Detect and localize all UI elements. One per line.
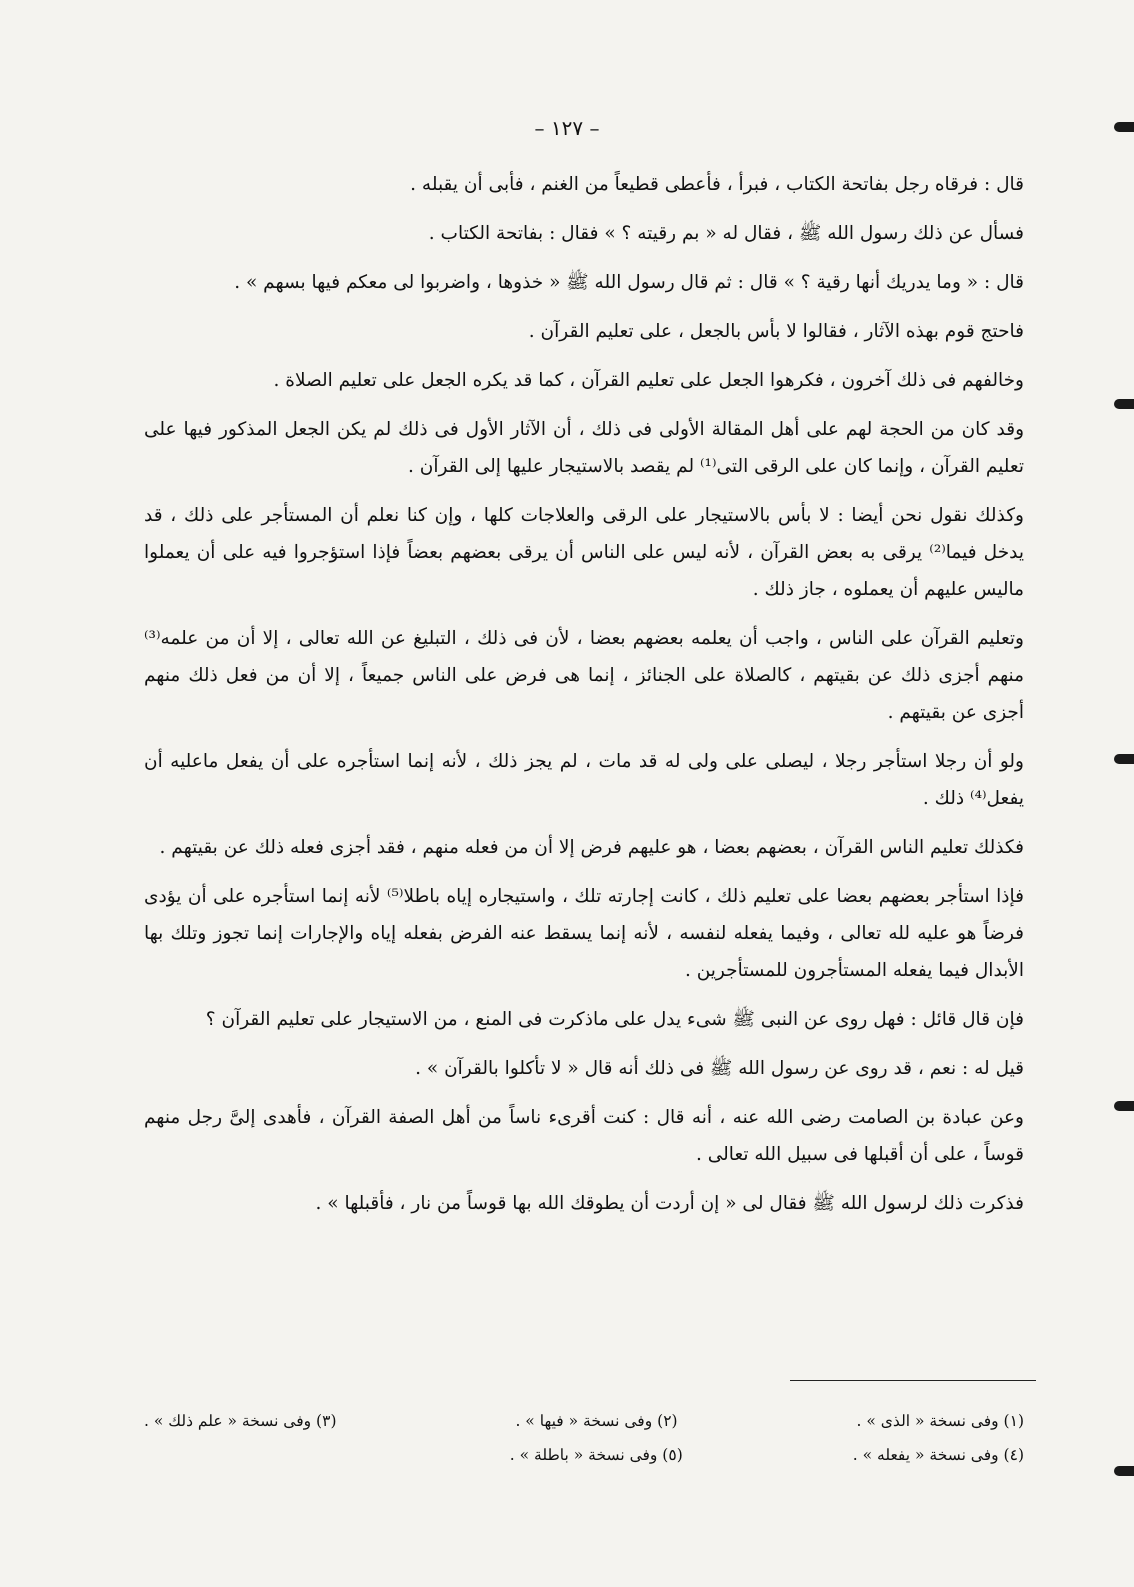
footnote-row xyxy=(144,1438,1024,1472)
paragraph-10: فكذلك تعليم الناس القرآن ، بعضهم بعضا ، هو عليهم فرض إلا أن من فعله منهم ، فقد أجزى فعله ذلك عن بقيتهم . xyxy=(159,837,1024,858)
footnote-2: (٢) وفى نسخة « فيها » . xyxy=(515,1412,678,1430)
binding-mark xyxy=(1114,122,1134,132)
paragraph-11: فإذا استأجر بعضهم بعضا على تعليم ذلك ، كانت إجارته تلك ، واستيجاره إياه باطلا⁽⁵⁾ لأنه إنما استأجره على أن يؤدى فرضاً هو عليه لله تعالى ، وفيما يفعله لنفسه ، لأنه إنما يسقط عنه الفرض بفعله إياه والإجارات إنما تجوز وتلك بها الأبدال فيما يفعله المستأجرون للمستأجرين . xyxy=(144,886,1024,981)
page-number: – ١٢٧ – xyxy=(534,116,600,140)
paragraph-14: وعن عبادة بن الصامت رضى الله عنه ، أنه قال : كنت أقرىء ناساً من أهل الصفة القرآن ، فأهدى إلىَّ رجل منهم قوساً ، على أن أقبلها فى سبيل الله تعالى . xyxy=(144,1107,1024,1165)
paragraph-2: فسأل عن ذلك رسول الله ﷺ ، فقال له « بم رقيته ؟ » فقال : بفاتحة الكتاب . xyxy=(428,223,1024,244)
binding-mark xyxy=(1114,1101,1134,1111)
paragraph-3: قال : « وما يدريك أنها رقية ؟ » قال : ثم قال رسول الله ﷺ « خذوها ، واضربوا لى معكم فيها بسهم » . xyxy=(234,272,1024,293)
footnote-5: (٥) وفى نسخة « باطلة » . xyxy=(509,1446,683,1464)
paragraph-13: قيل له : نعم ، قد روى عن رسول الله ﷺ فى ذلك أنه قال « لا تأكلوا بالقرآن » . xyxy=(415,1058,1024,1079)
footnote-row xyxy=(144,1404,1024,1438)
binding-mark xyxy=(1114,1466,1134,1476)
paragraph-5: وخالفهم فى ذلك آخرون ، فكرهوا الجعل على تعليم القرآن ، كما قد يكره الجعل على تعليم الصلاة . xyxy=(273,370,1024,391)
paragraph-8: وتعليم القرآن على الناس ، واجب أن يعلمه بعضهم بعضا ، لأن فى ذلك ، التبليغ عن الله تعالى ، إلا أن من علمه⁽³⁾ منهم أجزى ذلك عن بقيتهم ، كالصلاة على الجنائز ، إنما هى فرض على الناس جميعاً ، إلا أن من فعل ذلك منهم أجزى عن بقيتهم . xyxy=(144,628,1024,723)
footnote-3: (٣) وفى نسخة « علم ذلك » . xyxy=(144,1412,337,1430)
paragraph-1: قال : فرقاه رجل بفاتحة الكتاب ، فبرأ ، فأعطى قطيعاً من الغنم ، فأبى أن يقبله . xyxy=(410,174,1024,195)
binding-mark xyxy=(1114,399,1134,409)
footnote-1: (١) وفى نسخة « الذى » . xyxy=(856,1412,1024,1430)
binding-mark xyxy=(1114,754,1134,764)
paragraph-4: فاحتج قوم بهذه الآثار ، فقالوا لا بأس بالجعل ، على تعليم القرآن . xyxy=(528,321,1024,342)
footnote-divider xyxy=(790,1380,1036,1381)
footnotes xyxy=(144,1404,1024,1472)
paragraph-12: فإن قال قائل : فهل روى عن النبى ﷺ شىء يدل على ماذكرت فى المنع ، من الاستيجار على تعليم القرآن ؟ xyxy=(205,1009,1024,1030)
paragraph-7: وكذلك نقول نحن أيضا : لا بأس بالاستيجار على الرقى والعلاجات كلها ، وإن كنا نعلم أن المستأجر على ذلك ، قد يدخل فيما⁽²⁾ يرقى به بعض القرآن ، لأنه ليس على الناس أن يرقى بعضهم بعضاً فإذا استؤجروا فيه على أن يعملوا ماليس عليهم أن يعملوه ، جاز ذلك . xyxy=(144,505,1024,600)
paragraph-9: ولو أن رجلا استأجر رجلا ، ليصلى على ولى له قد مات ، لم يجز ذلك ، لأنه إنما استأجره على أن يفعل ماعليه أن يفعل⁽⁴⁾ ذلك . xyxy=(144,751,1024,809)
paragraph-6: وقد كان من الحجة لهم على أهل المقالة الأولى فى ذلك ، أن الآثار الأول فى ذلك لم يكن الجعل المذكور فيها على تعليم القرآن ، وإنما كان على الرقى التى⁽¹⁾ لم يقصد بالاستيجار عليها إلى القرآن . xyxy=(144,419,1024,477)
footnote-4: (٤) وفى نسخة « يفعله » . xyxy=(852,1446,1024,1464)
paragraph-15: فذكرت ذلك لرسول الله ﷺ فقال لى « إن أردت أن يطوقك الله بها قوساً من نار ، فأقبلها » . xyxy=(315,1193,1024,1214)
main-text xyxy=(144,166,1024,1234)
